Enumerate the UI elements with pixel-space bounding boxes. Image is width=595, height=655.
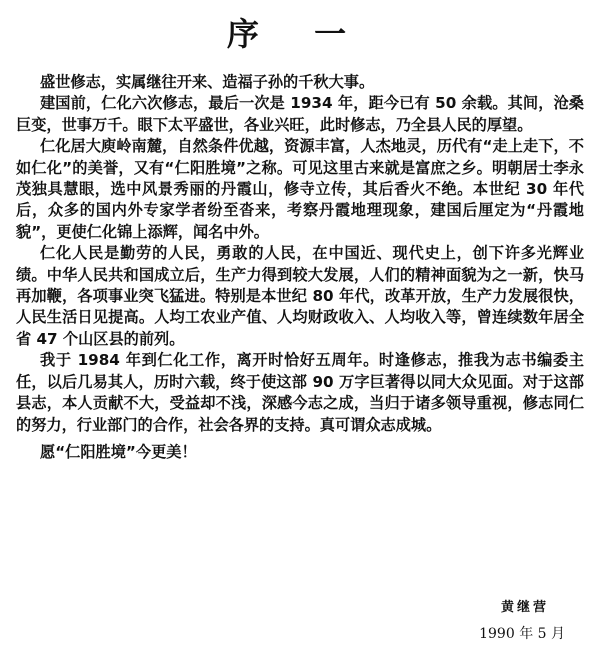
signature-date: 1990 年 5 月: [479, 626, 565, 642]
paragraph-6: 愿“仁阳胜境”今更美！: [40, 442, 197, 461]
paragraph-2: 建国前，仁化六次修志，最后一次是 1934 年，距今已有 50 余载。其间，沧桑巨变，世事万千。眼下太平盛世，各业兴旺，此时修志，乃全县人民的厚望。: [16, 94, 584, 134]
page-title: 序 一: [226, 15, 369, 53]
paragraph-5: 我于 1984 年到仁化工作，离开时恰好五周年。时逢修志，推我为志书编委主任，以后几易其人，历时六载，终于使这部 90 万字巨著得以同大众见面。对于这部县志，本人贡献不大，受益却不浅，深感今志之成，当归于诸多领导重视，修志同仁的努力，行业部门的合作，社会各界的支持。真可谓众志成城。: [16, 351, 584, 434]
paragraph-1: 盛世修志，实属继往开来、造福子孙的千秋大事。: [40, 73, 375, 91]
paragraph-4: 仁化人民是勤劳的人民，勇敢的人民，在中国近、现代史上，创下许多光辉业绩。中华人民共和国成立后，生产力得到较大发展，人们的精神面貌为之一新，快马再加鞭，各项事业突飞猛进。特别是本世纪 80 年代，改革开放，生产力发展很快，人民生活日见提高。人均工农业产值、人均财政收入、人均收入等，曾连续数年居全省 47 个山区县的前列。: [16, 244, 584, 348]
author-signature: 黄继营: [500, 600, 549, 615]
preface-body: [16, 72, 584, 463]
paragraph-3: 仁化居大庾岭南麓，自然条件优越，资源丰富，人杰地灵，历代有“走上走下，不如仁化”的美誉，又有“仁阳胜境”之称。可见这里古来就是富庶之乡。明朝居士李永茂独具慧眼，选中风景秀丽的丹霞山，修寺立传，其后香火不绝。本世纪 30 年代后，众多的国内外专家学者纷至沓来，考察丹霞地理现象，建国后厘定为“丹霞地貌”，更使仁化锦上添辉，闻名中外。: [16, 137, 584, 241]
